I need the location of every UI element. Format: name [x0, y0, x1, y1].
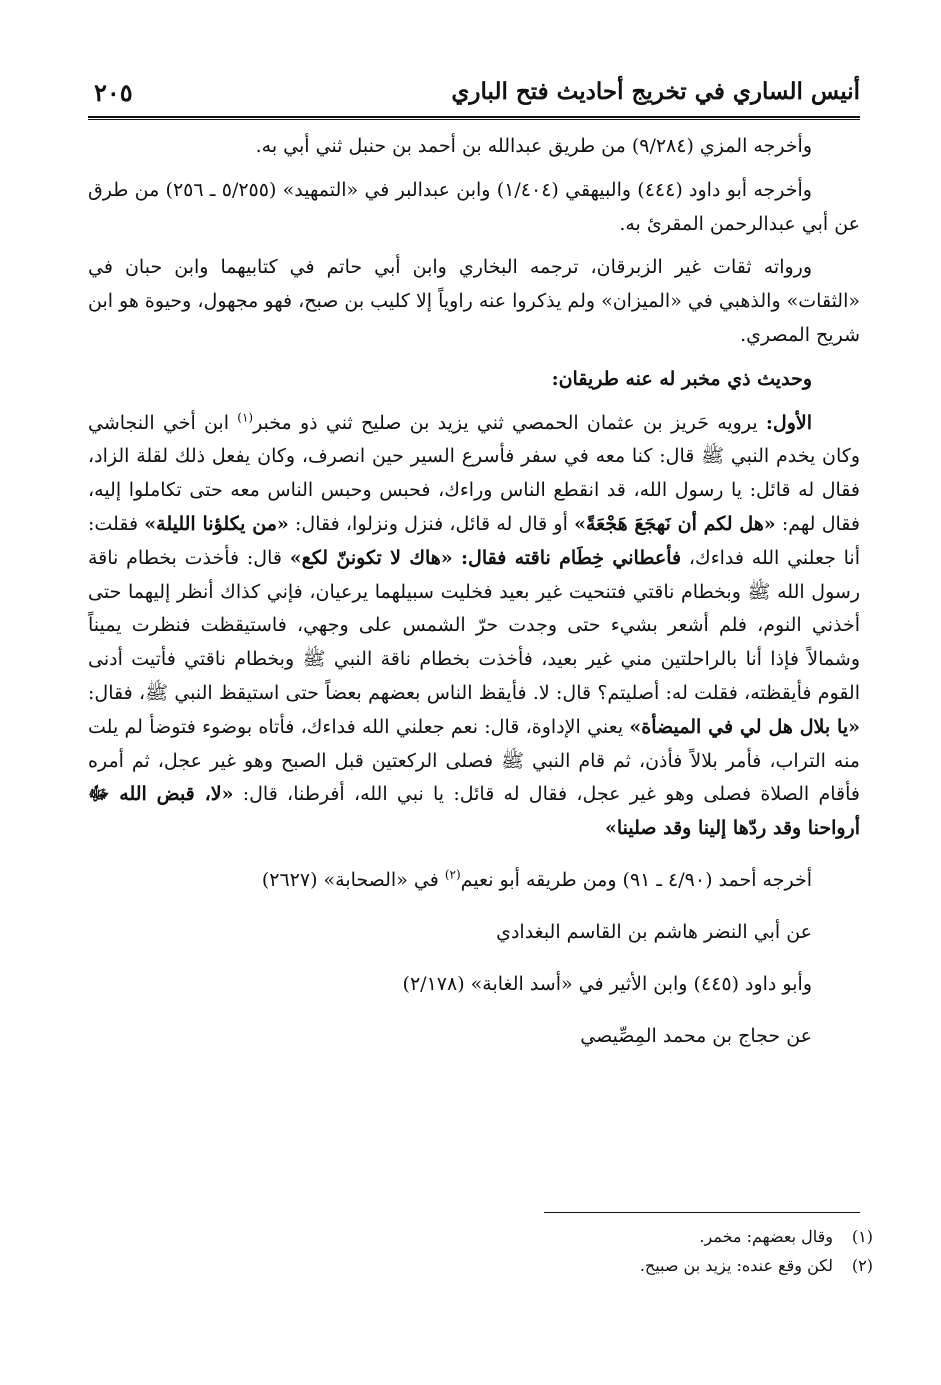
header-rule	[88, 116, 860, 118]
hadith-text: ابن أخي النجاشي وكان يخدم النبي ﷺ قال: كنا معه في سفر فأسرع السير حين انصرف، وكان يفعل ذلك لقلة الزاد، فقال له قائل: يا رسول الله، قد انقطع الناس وراءك، فحبس وحبس الناس معه حتى تكاملوا إليه، فقال لهم:	[88, 411, 860, 535]
main-text	[88, 130, 860, 1062]
footnote-ref-1: (١)	[237, 410, 254, 425]
paragraph-mizzi: وأخرجه المزي (٩/٢٨٤) من طريق عبدالله بن أحمد بن حنبل ثني أبي به.	[255, 135, 812, 157]
prophetic-quote: «لا، قبض الله ﷻ أرواحنا وقد ردّها إلينا وقد صلينا»	[88, 783, 860, 840]
running-title: أنيس الساري في تخريج أحاديث فتح الباري	[451, 78, 860, 105]
paragraph-hadith	[88, 407, 860, 846]
page-number: ٢٠٥	[94, 78, 133, 107]
hadith-text: قال: فأخذت بخطام ناقة رسول الله ﷺ وبخطام ناقتي فتنحيت غير بعيد فخليت سبيلهما يرعيان، فإني كذاك أنظر إليهما حتى أخذني النوم، فلم أشعر بشيء حتى وجدت حرّ الشمس على وجهي، فاستيقظت فنظرت يميناً وشمالاً فإذا أنا بالراحلتين مني غير بعيد، فأخذت بخطام ناقة النبي ﷺ وبخطام ناقتي فأتيت أدنى القوم فأيقظته، فقلت له: أصليتم؟ قال: لا. فأيقظ الناس بعضهم بعضاً حتى استيقظ النبي ﷺ، فقال:	[88, 546, 860, 704]
prophetic-quote: «هاك لا تكوننّ لكع»	[289, 546, 462, 569]
hadith-text: أو قال له قائل، فنزل ونزلوا، فقال:	[288, 512, 575, 535]
source-line: وأبو داود (٤٤٥) وابن الأثير في «أسد الغابة» (٢/١٧٨)	[402, 972, 812, 995]
prophetic-quote: «هل لكم أن نَهجَعَ هَجْعَةً»	[574, 512, 776, 535]
sources-block	[88, 854, 860, 1062]
footnote-number: (٢)	[851, 1256, 873, 1275]
footnotes	[373, 1222, 873, 1280]
footnote-text: وقال بعضهم: مخمر.	[699, 1227, 833, 1246]
paragraph-abu-dawud: وأخرجه أبو داود (٤٤٤) والبيهقي (١/٤٠٤) وابن عبدالبر في «التمهيد» (٥/٢٥٥ ـ ٢٥٦) من طرق عن أبي عبدالرحمن المقرئ به.	[88, 178, 860, 235]
footnote-2	[373, 1251, 873, 1280]
footnote-ref-2: (٢)	[444, 867, 461, 882]
footnote-number: (١)	[851, 1227, 873, 1246]
source-text: في «الصحابة» (٢٦٢٧)	[261, 868, 445, 891]
paragraph-narrators: ورواته ثقات غير الزبرقان، ترجمه البخاري وابن أبي حاتم في كتابيهما وابن حبان في «الثقات» والذهبي في «الميزان» ولم يذكروا عنه راوياً إلا كليب بن صبح، فهو مجهول، وحيوة هو ابن شريح المصري.	[87, 256, 860, 346]
source-text: أخرجه أحمد (٤/٩٠ ـ ٩١) ومن طريقه أبو نعيم	[460, 868, 812, 891]
prophetic-quote: «يا بلال هل لي في الميضأة»	[629, 715, 860, 738]
hadith-text: يعني الإداوة، قال: نعم جعلني الله فداءك، فأتاه بوضوء فتوضأ لم يلت منه التراب، فأمر بلالاً فأذن، ثم قام النبي ﷺ فصلى الركعتين قبل الصبح وهو غير عجل، ثم أمره فأقام الصلاة فصلى وهو غير عجل، فقال له قائل: يا نبي الله، أفرطنا، قال:	[88, 715, 860, 806]
source-line: عن حجاج بن محمد المِصِّيصي	[580, 1024, 812, 1047]
lead-word: الأول:	[765, 411, 812, 434]
footnote-1	[373, 1222, 873, 1251]
page-header	[88, 68, 860, 118]
footnote-separator	[544, 1212, 860, 1213]
hadith-text: يرويه حَريز بن عثمان الحمصي ثني يزيد بن صليح ثني ذو مخبر	[253, 411, 766, 434]
hadith-text: فقلت: أنا جعلني الله فداءك،	[88, 512, 861, 569]
bold-phrase: فأعطاني خِطَام ناقته فقال:	[461, 546, 682, 569]
footnote-text: لكن وقع عنده: يزيد بن صبيح.	[639, 1256, 833, 1275]
prophetic-quote: «من يكلؤنا الليلة»	[144, 512, 289, 535]
source-line: عن أبي النضر هاشم بن القاسم البغدادي	[496, 920, 812, 943]
section-heading: وحديث ذي مخبر له عنه طريقان:	[551, 367, 812, 390]
source-line	[88, 854, 812, 906]
